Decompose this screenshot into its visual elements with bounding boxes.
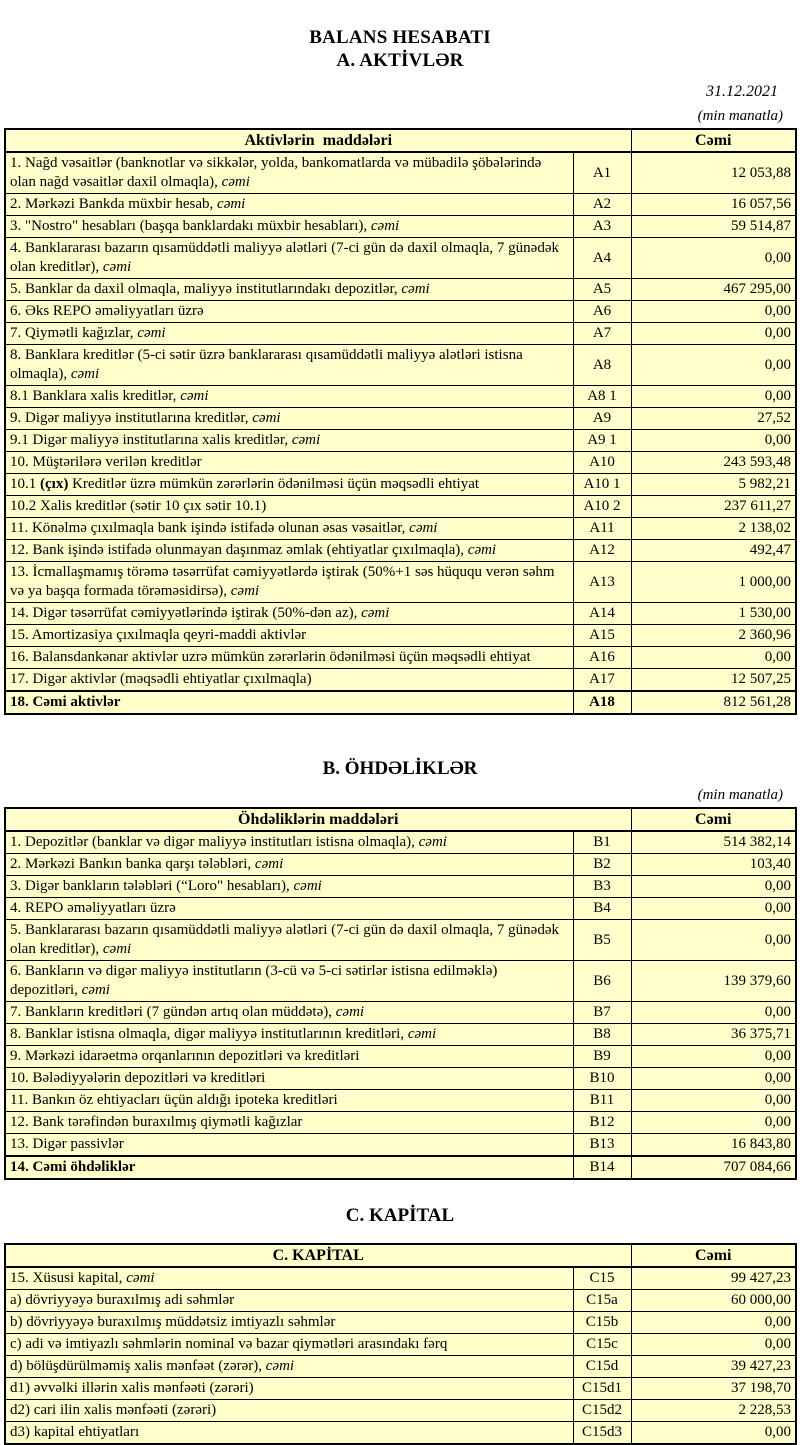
row-value: 27,52	[631, 408, 796, 430]
row-label: 8. Banklar istisna olmaqla, digər maliyyə institutlarının kreditləri, cəmi	[5, 1024, 573, 1046]
row-label: 10. Müştərilərə verilən kreditlər	[5, 452, 573, 474]
row-label: 8.1 Banklara xalis kreditlər, cəmi	[5, 386, 573, 408]
row-value: 2 360,96	[631, 625, 796, 647]
unit-note-a: (min manatla)	[697, 108, 783, 124]
row-value: 103,40	[631, 854, 796, 876]
row-value: 12 053,88	[631, 152, 796, 194]
row-label: 2. Mərkəzi Bankın banka qarşı tələbləri, cəmi	[5, 854, 573, 876]
table-row	[5, 876, 796, 898]
row-value: 0,00	[631, 323, 796, 345]
table-row	[5, 898, 796, 920]
row-code: A3	[573, 216, 631, 238]
row-label: 11. Könəlmə çıxılmaqla bank işində istifadə olunan əsas vəsaitlər, cəmi	[5, 518, 573, 540]
row-label: 9.1 Digər maliyyə institutlarına xalis kreditlər, cəmi	[5, 430, 573, 452]
row-value: 2 138,02	[631, 518, 796, 540]
row-code: B9	[573, 1046, 631, 1068]
row-code: A16	[573, 647, 631, 669]
row-code: A10 1	[573, 474, 631, 496]
table-row	[5, 430, 796, 452]
row-value: 492,47	[631, 540, 796, 562]
row-code: A6	[573, 301, 631, 323]
table-row	[5, 562, 796, 603]
table-row	[5, 625, 796, 647]
row-value: 243 593,48	[631, 452, 796, 474]
row-code: A11	[573, 518, 631, 540]
table-row	[5, 408, 796, 430]
table-row	[5, 1090, 796, 1112]
row-value: 812 561,28	[631, 691, 796, 714]
row-value: 0,00	[631, 1002, 796, 1024]
row-code: A18	[573, 691, 631, 714]
row-value: 514 382,14	[631, 831, 796, 854]
row-label: 9. Digər maliyyə institutlarına kreditlər, cəmi	[5, 408, 573, 430]
row-value: 0,00	[631, 301, 796, 323]
row-label: 4. REPO əməliyyatları üzrə	[5, 898, 573, 920]
unit-note-b: (min manatla)	[697, 787, 783, 803]
row-code: A15	[573, 625, 631, 647]
row-code: B8	[573, 1024, 631, 1046]
table-row	[5, 1290, 796, 1312]
table-row	[5, 1356, 796, 1378]
row-label: c) adi və imtiyazlı səhmlərin nominal və bazar qiymətləri arasındakı fərq	[5, 1334, 573, 1356]
table-row	[5, 1312, 796, 1334]
row-label: 4. Banklararası bazarın qısamüddətli maliyyə alətləri (7-ci gün də daxil olmaqla, 7 günədək olan kreditlər), cəmi	[5, 238, 573, 279]
table-row	[5, 323, 796, 345]
row-code: C15d1	[573, 1378, 631, 1400]
row-label: 1. Nağd vəsaitlər (banknotlar və sikkələr, yolda, bankomatlarda və mübadilə şöbələrində olan nağd vəsaitlər daxil olmaqla), cəmi	[5, 152, 573, 194]
row-label: 8. Banklara kreditlər (5-ci sətir üzrə banklararası qısamüddətli maliyyə alətləri istisna olmaqla), cəmi	[5, 345, 573, 386]
row-code: A2	[573, 194, 631, 216]
table-row	[5, 854, 796, 876]
row-value: 0,00	[631, 386, 796, 408]
table-row	[5, 540, 796, 562]
row-value: 0,00	[631, 920, 796, 961]
row-value: 0,00	[631, 1046, 796, 1068]
row-value: 16 057,56	[631, 194, 796, 216]
row-value: 0,00	[631, 647, 796, 669]
row-label: 14. Cəmi öhdəliklər	[5, 1156, 573, 1179]
row-value: 16 843,80	[631, 1134, 796, 1157]
row-value: 0,00	[631, 898, 796, 920]
row-code: A10	[573, 452, 631, 474]
row-label: 5. Banklar da daxil olmaqla, maliyyə institutlarındakı depozitlər, cəmi	[5, 279, 573, 301]
table-row	[5, 152, 796, 194]
row-value: 36 375,71	[631, 1024, 796, 1046]
row-value: 0,00	[631, 1334, 796, 1356]
row-code: A7	[573, 323, 631, 345]
row-label: 11. Bankın öz ehtiyacları üçün aldığı ipoteka kreditləri	[5, 1090, 573, 1112]
row-label: 3. Digər bankların tələbləri (“Loro" hesabları), cəmi	[5, 876, 573, 898]
row-label: 6. Əks REPO əməliyyatları üzrə	[5, 301, 573, 323]
capital-items-header: C. KAPİTAL	[5, 1244, 631, 1267]
row-code: B10	[573, 1068, 631, 1090]
row-label: d2) cari ilin xalis mənfəəti (zərəri)	[5, 1400, 573, 1422]
row-code: B7	[573, 1002, 631, 1024]
table-row	[5, 496, 796, 518]
row-code: A12	[573, 540, 631, 562]
assets-items-header: Aktivlərin maddələri	[5, 129, 631, 152]
row-label: 10. Bələdiyyələrin depozitləri və kreditləri	[5, 1068, 573, 1090]
row-code: A5	[573, 279, 631, 301]
table-row	[5, 1046, 796, 1068]
row-label: a) dövriyyəyə buraxılmış adi səhmlər	[5, 1290, 573, 1312]
table-row	[5, 603, 796, 625]
row-code: B5	[573, 920, 631, 961]
table-row	[5, 1112, 796, 1134]
row-label: 10.2 Xalis kreditlər (sətir 10 çıx sətir 10.1)	[5, 496, 573, 518]
row-value: 0,00	[631, 876, 796, 898]
table-row	[5, 1267, 796, 1290]
table-row	[5, 920, 796, 961]
table-row	[5, 1068, 796, 1090]
row-code: B2	[573, 854, 631, 876]
row-code: A1	[573, 152, 631, 194]
row-code: B11	[573, 1090, 631, 1112]
row-value: 2 228,53	[631, 1400, 796, 1422]
table-row	[5, 1156, 796, 1179]
table-row	[5, 279, 796, 301]
row-value: 0,00	[631, 430, 796, 452]
row-label: 15. Xüsusi kapital, cəmi	[5, 1267, 573, 1290]
row-value: 59 514,87	[631, 216, 796, 238]
table-row	[5, 1134, 796, 1157]
row-value: 37 198,70	[631, 1378, 796, 1400]
row-label: d3) kapital ehtiyatları	[5, 1422, 573, 1445]
row-code: B4	[573, 898, 631, 920]
table-row	[5, 452, 796, 474]
row-label: 6. Bankların və digər maliyyə institutların (3-cü və 5-ci sətirlər istisna edilməklə) depozitləri, cəmi	[5, 961, 573, 1002]
row-value: 39 427,23	[631, 1356, 796, 1378]
capital-table	[4, 1243, 797, 1445]
table-row	[5, 518, 796, 540]
table-row	[5, 1400, 796, 1422]
row-value: 0,00	[631, 238, 796, 279]
row-label: 18. Cəmi aktivlər	[5, 691, 573, 714]
row-code: A10 2	[573, 496, 631, 518]
table-row	[5, 1002, 796, 1024]
row-code: C15	[573, 1267, 631, 1290]
table-row	[5, 1334, 796, 1356]
row-code: C15d	[573, 1356, 631, 1378]
row-label: 12. Bank tərəfindən buraxılmış qiymətli kağızlar	[5, 1112, 573, 1134]
assets-table	[4, 128, 797, 715]
row-value: 139 379,60	[631, 961, 796, 1002]
row-value: 237 611,27	[631, 496, 796, 518]
row-code: A17	[573, 669, 631, 692]
document-title: BALANS HESABATI	[309, 27, 491, 48]
row-value: 99 427,23	[631, 1267, 796, 1290]
row-code: C15d3	[573, 1422, 631, 1445]
table-row	[5, 831, 796, 854]
liabilities-table-header-row	[5, 808, 796, 831]
row-code: B6	[573, 961, 631, 1002]
row-label: 13. Digər passivlər	[5, 1134, 573, 1157]
row-code: A14	[573, 603, 631, 625]
assets-total-header: Cəmi	[631, 129, 796, 152]
table-row	[5, 647, 796, 669]
row-code: B14	[573, 1156, 631, 1179]
row-code: A8	[573, 345, 631, 386]
liabilities-total-header: Cəmi	[631, 808, 796, 831]
table-row	[5, 691, 796, 714]
row-code: C15d2	[573, 1400, 631, 1422]
row-value: 0,00	[631, 1422, 796, 1445]
row-code: A9	[573, 408, 631, 430]
row-label: 12. Bank işində istifadə olunmayan daşınmaz əmlak (ehtiyatlar çıxılmaqla), cəmi	[5, 540, 573, 562]
table-row	[5, 301, 796, 323]
liabilities-table	[4, 807, 797, 1180]
row-label: 17. Digər aktivlər (məqsədli ehtiyatlar çıxılmaqla)	[5, 669, 573, 692]
report-date: 31.12.2021	[706, 83, 778, 100]
row-label: 7. Bankların kreditləri (7 gündən artıq olan müddətə), cəmi	[5, 1002, 573, 1024]
table-row	[5, 961, 796, 1002]
capital-table-header-row	[5, 1244, 796, 1267]
row-label: b) dövriyyəyə buraxılmış müddətsiz imtiyazlı səhmlər	[5, 1312, 573, 1334]
row-label: 16. Balansdankənar aktivlər uzrə mümkün zərərlərin ödənilməsi üçün məqsədli ehtiyat	[5, 647, 573, 669]
row-value: 0,00	[631, 1068, 796, 1090]
row-code: A13	[573, 562, 631, 603]
table-row	[5, 194, 796, 216]
table-row	[5, 386, 796, 408]
table-row	[5, 216, 796, 238]
table-row	[5, 1378, 796, 1400]
table-row	[5, 238, 796, 279]
row-value: 0,00	[631, 1312, 796, 1334]
row-label: 7. Qiymətli kağızlar, cəmi	[5, 323, 573, 345]
row-code: B3	[573, 876, 631, 898]
row-value: 60 000,00	[631, 1290, 796, 1312]
section-b-title: B. ÖHDƏLİKLƏR	[322, 758, 478, 779]
row-code: A8 1	[573, 386, 631, 408]
capital-total-header: Cəmi	[631, 1244, 796, 1267]
row-code: C15c	[573, 1334, 631, 1356]
row-value: 0,00	[631, 345, 796, 386]
row-code: A9 1	[573, 430, 631, 452]
row-code: C15a	[573, 1290, 631, 1312]
row-value: 1 530,00	[631, 603, 796, 625]
table-row	[5, 1024, 796, 1046]
row-code: B13	[573, 1134, 631, 1157]
row-label: 15. Amortizasiya çıxılmaqla qeyri-maddi aktivlər	[5, 625, 573, 647]
row-code: B1	[573, 831, 631, 854]
row-label: 10.1 (çıx) Kreditlər üzrə mümkün zərərlərin ödənilməsi üçün məqsədli ehtiyat	[5, 474, 573, 496]
row-label: d1) əvvəlki illərin xalis mənfəəti (zərəri)	[5, 1378, 573, 1400]
row-label: d) bölüşdürülməmiş xalis mənfəət (zərər), cəmi	[5, 1356, 573, 1378]
row-label: 2. Mərkəzi Bankda müxbir hesab, cəmi	[5, 194, 573, 216]
row-code: C15b	[573, 1312, 631, 1334]
row-value: 0,00	[631, 1090, 796, 1112]
table-row	[5, 669, 796, 692]
row-value: 12 507,25	[631, 669, 796, 692]
table-row	[5, 474, 796, 496]
row-label: 3. "Nostro" hesabları (başqa banklardakı müxbir hesabları), cəmi	[5, 216, 573, 238]
row-label: 14. Digər təsərrüfat cəmiyyətlərində iştirak (50%-dən az), cəmi	[5, 603, 573, 625]
row-label: 9. Mərkəzi idarəetmə orqanlarının depozitləri və kreditləri	[5, 1046, 573, 1068]
row-code: B12	[573, 1112, 631, 1134]
row-value: 1 000,00	[631, 562, 796, 603]
row-value: 707 084,66	[631, 1156, 796, 1179]
assets-table-header-row	[5, 129, 796, 152]
row-code: A4	[573, 238, 631, 279]
section-c-title: C. KAPİTAL	[345, 1205, 455, 1226]
row-label: 1. Depozitlər (banklar və digər maliyyə institutları istisna olmaqla), cəmi	[5, 831, 573, 854]
row-label: 13. İcmallaşmamış törəmə təsərrüfat cəmiyyətlərdə iştirak (50%+1 səs hüququ verən səhm və ya başqa formada törəməsidirsə), cəmi	[5, 562, 573, 603]
section-a-title: A. AKTİVLƏR	[336, 50, 464, 71]
table-row	[5, 345, 796, 386]
row-label: 5. Banklararası bazarın qısamüddətli maliyyə alətləri (7-ci gün də daxil olmaqla, 7 günədək olan kreditlər), cəmi	[5, 920, 573, 961]
liabilities-items-header: Öhdəliklərin maddələri	[5, 808, 631, 831]
row-value: 5 982,21	[631, 474, 796, 496]
row-value: 0,00	[631, 1112, 796, 1134]
row-value: 467 295,00	[631, 279, 796, 301]
